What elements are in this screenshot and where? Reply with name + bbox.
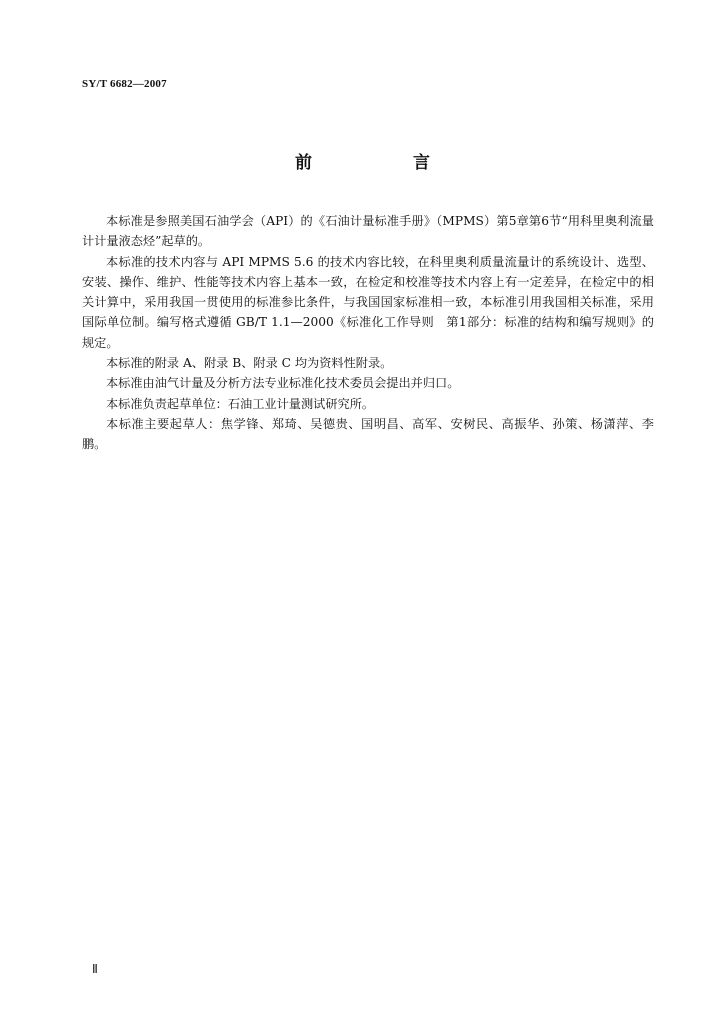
foreword-body	[82, 211, 654, 455]
document-code: SY/T 6682—2007	[82, 78, 167, 90]
paragraph-reference-source: 本标准是参照美国石油学会（API）的《石油计量标准手册》（MPMS）第5章第6节“用科里奥利流量计计量液态烃”起草的。	[82, 214, 654, 249]
paragraph-proposer: 本标准由油气计量及分析方法专业标准化技术委员会提出并归口。	[106, 376, 460, 391]
page-number: Ⅱ	[92, 962, 98, 976]
paragraph-drafting-unit: 本标准负责起草单位：石油工业计量测试研究所。	[106, 396, 375, 411]
page-title: 前 言	[295, 153, 472, 173]
paragraph-drafters: 本标准主要起草人：焦学锋、郑琦、吴德贵、国明昌、高军、安树民、高振华、孙策、杨潇萍、李鹏。	[82, 416, 654, 452]
paragraph-appendices: 本标准的附录 A、附录 B、附录 C 均为资料性附录。	[106, 356, 393, 371]
paragraph-technical-comparison: 本标准的技术内容与 API MPMS 5.6 的技术内容比较，在科里奥利质量流量计的系统设计、选型、安装、操作、维护、性能等技术内容上基本一致，在检定和校准等技术内容上有一定差异，在检定中的相关计算中，采用我国一贯使用的标准参比条件，与我国国家标准相一致，本标准引用我国相关标准，采用国际单位制。编写格式遵循 GB/T 1.1—2000《标准化工作导则 第1部分：标准的结构和编写规则》的规定。	[82, 254, 654, 350]
